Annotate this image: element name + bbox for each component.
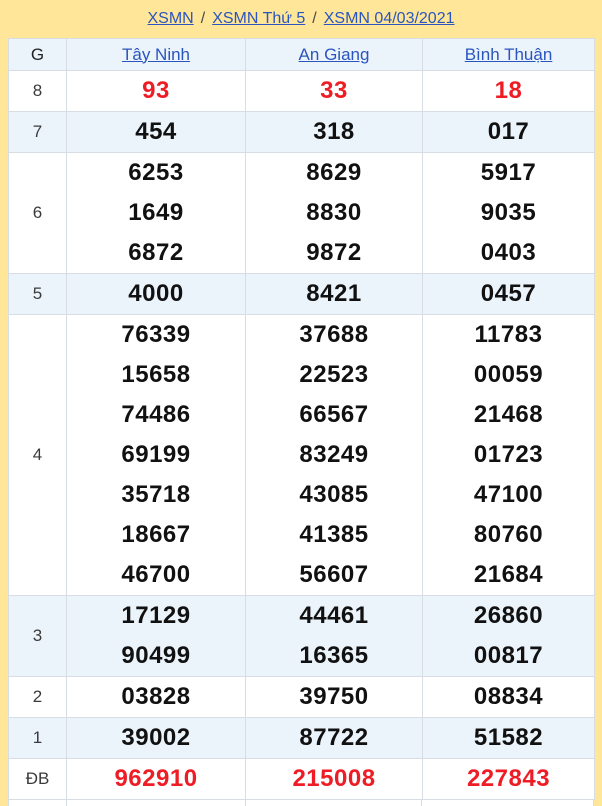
result-number: 4000 (128, 280, 184, 307)
prize-row-8 (9, 71, 595, 112)
prize-label: 2 (9, 677, 67, 718)
result-number: 8830 (306, 199, 362, 226)
result-number: 6253 (128, 159, 184, 186)
result-number: 215008 (292, 765, 376, 792)
prize-row-4 (9, 315, 595, 596)
result-number: 11783 (474, 321, 543, 348)
result-number: 18667 (121, 521, 191, 548)
result-number: 18 (494, 77, 523, 104)
result-number: 39002 (121, 724, 191, 751)
partial-cell-3 (422, 800, 594, 806)
prize-label: 4 (9, 315, 67, 596)
result-number: 87722 (299, 724, 369, 751)
result-cell (246, 315, 423, 596)
result-number: 17129 (121, 602, 191, 629)
breadcrumb-link-0[interactable]: XSMN (147, 10, 194, 27)
prize-label: 7 (9, 112, 67, 153)
prize-label: 5 (9, 274, 67, 315)
result-number: 74486 (121, 401, 191, 428)
result-number: 00059 (473, 361, 544, 388)
result-cell (67, 759, 246, 800)
prize-row-1 (9, 718, 595, 759)
breadcrumb-link-1[interactable]: XSMN Thứ 5 (212, 10, 306, 27)
result-number: 16365 (299, 642, 369, 669)
result-number: 9035 (480, 199, 537, 226)
result-number: 83249 (299, 441, 369, 468)
result-number: 44461 (299, 602, 369, 629)
result-number: 46700 (121, 561, 191, 588)
result-number: 93 (142, 77, 170, 104)
result-number: 0457 (480, 280, 537, 307)
result-number: 80760 (473, 521, 544, 548)
result-cell (246, 718, 423, 759)
result-number: 35718 (121, 481, 191, 508)
result-number: 76339 (121, 321, 191, 348)
province-link-tay-ninh[interactable]: Tây Ninh (121, 44, 191, 64)
breadcrumb (0, 0, 602, 38)
result-cell (423, 596, 595, 677)
result-number: 15658 (121, 361, 191, 388)
result-number: 66567 (299, 401, 369, 428)
result-cell (67, 71, 246, 112)
prize-row-5 (9, 274, 595, 315)
result-number: 00817 (473, 642, 544, 669)
result-number: 56607 (299, 561, 369, 588)
partial-cell-g (9, 800, 67, 806)
result-cell (246, 274, 423, 315)
result-number: 8629 (306, 159, 362, 186)
result-number: 1649 (128, 199, 184, 226)
result-number: 454 (135, 118, 177, 145)
result-number: 227843 (466, 765, 551, 792)
result-number: 21468 (473, 401, 544, 428)
result-number: 26860 (473, 602, 544, 629)
result-cell (423, 759, 595, 800)
partial-cell-1 (67, 800, 246, 806)
result-cell (246, 596, 423, 677)
result-number: 41385 (299, 521, 369, 548)
result-cell (423, 315, 595, 596)
result-cell (67, 153, 246, 274)
result-number: 5917 (480, 159, 537, 186)
prize-label: 3 (9, 596, 67, 677)
result-cell (246, 112, 423, 153)
result-cell (246, 153, 423, 274)
result-number: 9872 (306, 239, 362, 266)
result-cell (423, 274, 595, 315)
result-cell (246, 677, 423, 718)
result-number: 37688 (299, 321, 369, 348)
prize-row-6 (9, 153, 595, 274)
prize-row-ĐB (9, 759, 595, 800)
result-number: 22523 (299, 361, 369, 388)
result-number: 08834 (473, 683, 544, 710)
result-cell (67, 274, 246, 315)
next-row-partial (8, 800, 594, 806)
result-number: 01723 (473, 441, 544, 468)
result-cell (423, 677, 595, 718)
prize-label: ĐB (9, 759, 67, 800)
result-cell (67, 596, 246, 677)
prize-row-3 (9, 596, 595, 677)
result-number: 47100 (473, 481, 544, 508)
result-cell (246, 759, 423, 800)
result-number: 69199 (121, 441, 191, 468)
result-cell (246, 71, 423, 112)
result-number: 51582 (473, 724, 544, 751)
province-link-binh-thuan[interactable]: Bình Thuận (464, 44, 553, 64)
result-number: 39750 (299, 683, 369, 710)
result-number: 8421 (306, 280, 362, 307)
prize-column-header: G (9, 39, 67, 71)
prize-row-7 (9, 112, 595, 153)
result-number: 33 (320, 77, 348, 104)
result-cell (423, 71, 595, 112)
prize-label: 8 (9, 71, 67, 112)
result-number: 03828 (121, 683, 191, 710)
breadcrumb-separator: / (312, 10, 317, 27)
table-header-row (9, 39, 595, 71)
result-number: 90499 (121, 642, 191, 669)
province-header-an-giang (246, 39, 423, 71)
result-number: 017 (487, 118, 530, 145)
result-cell (423, 112, 595, 153)
result-number: 43085 (299, 481, 369, 508)
result-number: 318 (313, 118, 355, 145)
partial-cell-2 (246, 800, 423, 806)
breadcrumb-separator: / (200, 10, 206, 27)
province-link-an-giang[interactable]: An Giang (298, 44, 370, 64)
result-cell (67, 677, 246, 718)
prize-label: 6 (9, 153, 67, 274)
province-header-binh-thuan (423, 39, 595, 71)
result-cell (67, 112, 246, 153)
result-number: 21684 (473, 561, 544, 588)
result-number: 6872 (128, 239, 184, 266)
result-number: 962910 (114, 765, 198, 792)
result-cell (423, 718, 595, 759)
province-header-tay-ninh (67, 39, 246, 71)
result-cell (423, 153, 595, 274)
results-table (8, 38, 595, 800)
prize-label: 1 (9, 718, 67, 759)
result-number: 0403 (480, 239, 537, 266)
result-cell (67, 315, 246, 596)
breadcrumb-link-2[interactable]: XSMN 04/03/2021 (323, 10, 455, 27)
result-cell (67, 718, 246, 759)
prize-row-2 (9, 677, 595, 718)
